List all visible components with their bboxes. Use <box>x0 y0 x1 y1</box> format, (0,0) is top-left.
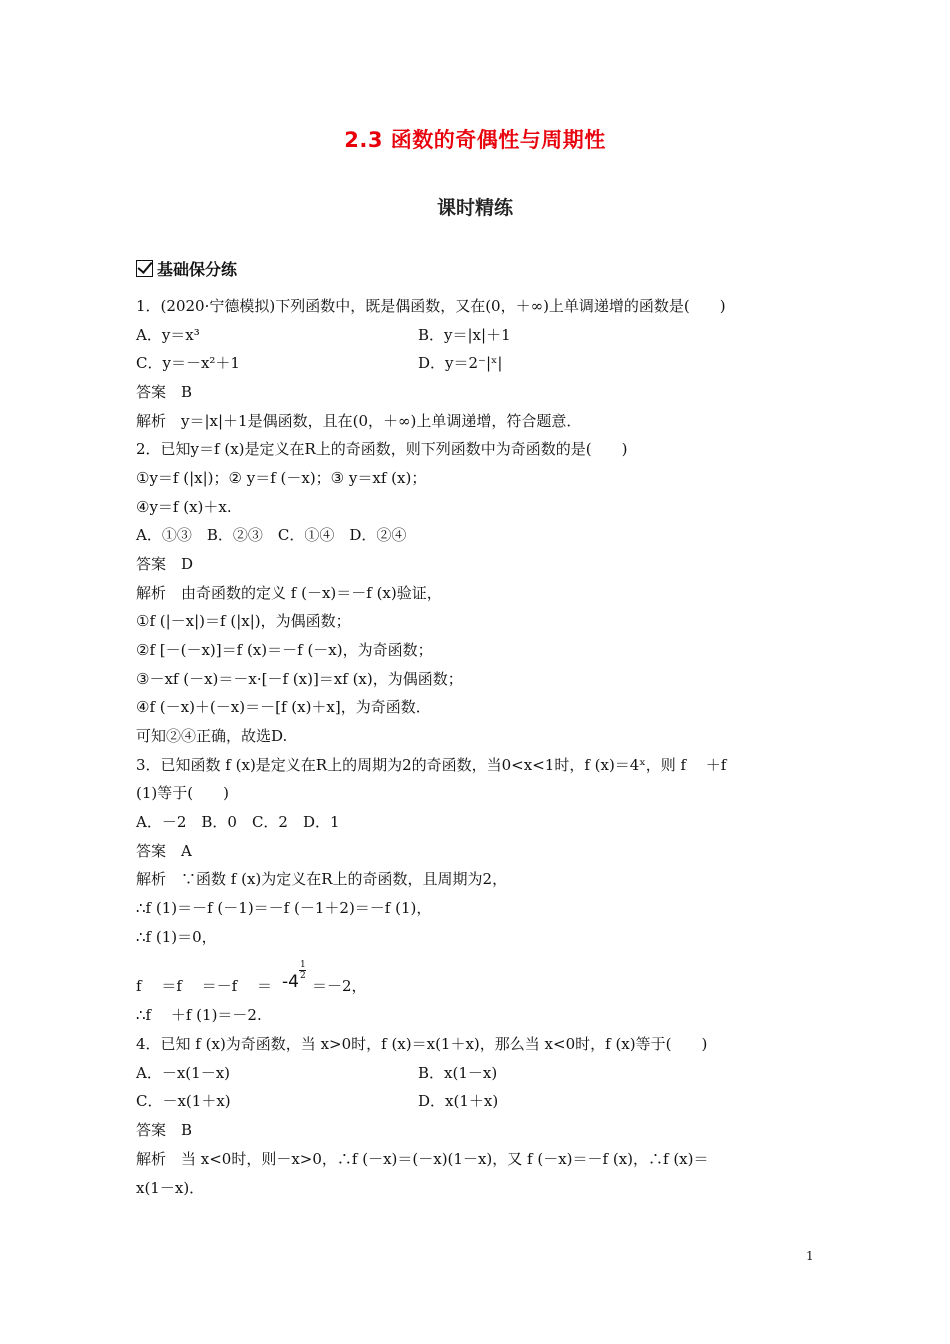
text-line: C．－x(1＋x) <box>136 1092 231 1110</box>
page-title: 2.3 函数的奇偶性与周期性 <box>344 128 606 152</box>
text-line: 可知②④正确，故选D. <box>136 727 288 745</box>
text-line: ④f (－x)＋(－x)＝－[f (x)＋x]，为奇函数． <box>136 698 431 716</box>
option-right: D．x(1＋x) <box>418 1092 499 1110</box>
text-line: ∴f (1)＝－f (－1)＝－f (－1＋2)＝－f (1)， <box>136 899 432 917</box>
checkbox-icon <box>136 260 153 277</box>
expr-exp-den: 2 <box>300 971 306 981</box>
text-line: 解析 y＝|x|＋1是偶函数，且在(0，＋∞)上单调递增，符合题意． <box>136 412 582 430</box>
text-line: 4．已知 f (x)为奇函数，当 x>0时，f (x)＝x(1＋x)，那么当 x<0时，f (x)等于( ) <box>136 1035 708 1053</box>
line-tail: ＝－2， <box>312 977 367 995</box>
text-line: 答案 B <box>136 383 193 401</box>
text-line: 答案 D <box>136 555 194 573</box>
page-subtitle: 课时精练 <box>436 197 513 219</box>
text-line: A．y＝x³ <box>136 326 200 344</box>
text-line: ②f [－(－x)]＝f (x)＝－f (－x)，为奇函数； <box>136 641 433 659</box>
text-line: 3．已知函数 f (x)是定义在R上的周期为2的奇函数，当0<x<1时，f (x)＝4ˣ，则 f ＋f <box>136 756 727 774</box>
text-line: 解析 当 x<0时，则－x>0，∴f (－x)＝(－x)(1－x)，又 f (－x)＝－f (x)，∴f (x)＝ <box>136 1150 709 1168</box>
section-label: 基础保分练 <box>157 259 238 279</box>
text-line: 解析 ∵函数 f (x)为定义在R上的奇函数，且周期为2， <box>136 870 508 888</box>
text-line: C．y＝－x²＋1 <box>136 354 240 372</box>
text-line: ∴f (1)＝0， <box>136 928 217 946</box>
text-line: 答案 B <box>136 1121 193 1139</box>
page-number: 1 <box>806 1249 814 1263</box>
text-line: (1)等于( ) <box>136 784 229 802</box>
text-line: ①f (|－x|)＝f (|x|)，为偶函数； <box>136 612 351 630</box>
text-line: ∴f ＋f (1)＝－2. <box>136 1006 262 1024</box>
text-line: 2．已知y＝f (x)是定义在R上的奇函数，则下列函数中为奇函数的是( ) <box>136 440 628 458</box>
option-right: B．y＝|x|＋1 <box>418 326 511 344</box>
text-line: A．①③ B．②③ C．①④ D．②④ <box>136 526 407 544</box>
text-line: ③－xf (－x)＝－x·[－f (x)]＝xf (x)，为偶函数； <box>136 670 463 688</box>
text-line: 1．(2020·宁德模拟)下列函数中，既是偶函数，又在(0，＋∞)上单调递增的函数是( ) <box>136 297 726 315</box>
text-line: f ＝f ＝－f ＝ <box>136 977 272 995</box>
expr-exp-num: 1 <box>300 960 306 970</box>
option-right: D．y＝2⁻|ˣ| <box>418 354 503 372</box>
text-line: x(1－x)． <box>136 1179 205 1197</box>
text-line: ①y＝f (|x|)；② y＝f (－x)；③ y＝xf (x)； <box>136 469 427 487</box>
text-line: A．－2 B．0 C．2 D．1 <box>136 813 340 831</box>
text-line: A．－x(1－x) <box>136 1064 230 1082</box>
section-heading <box>136 256 237 280</box>
text-line: 解析 由奇函数的定义 f (－x)＝－f (x)验证， <box>136 584 442 602</box>
text-line: 答案 A <box>136 842 192 860</box>
expr-base: -4 <box>282 972 299 992</box>
option-right: B．x(1－x) <box>418 1064 498 1082</box>
text-line: ④y＝f (x)＋x. <box>136 498 232 516</box>
